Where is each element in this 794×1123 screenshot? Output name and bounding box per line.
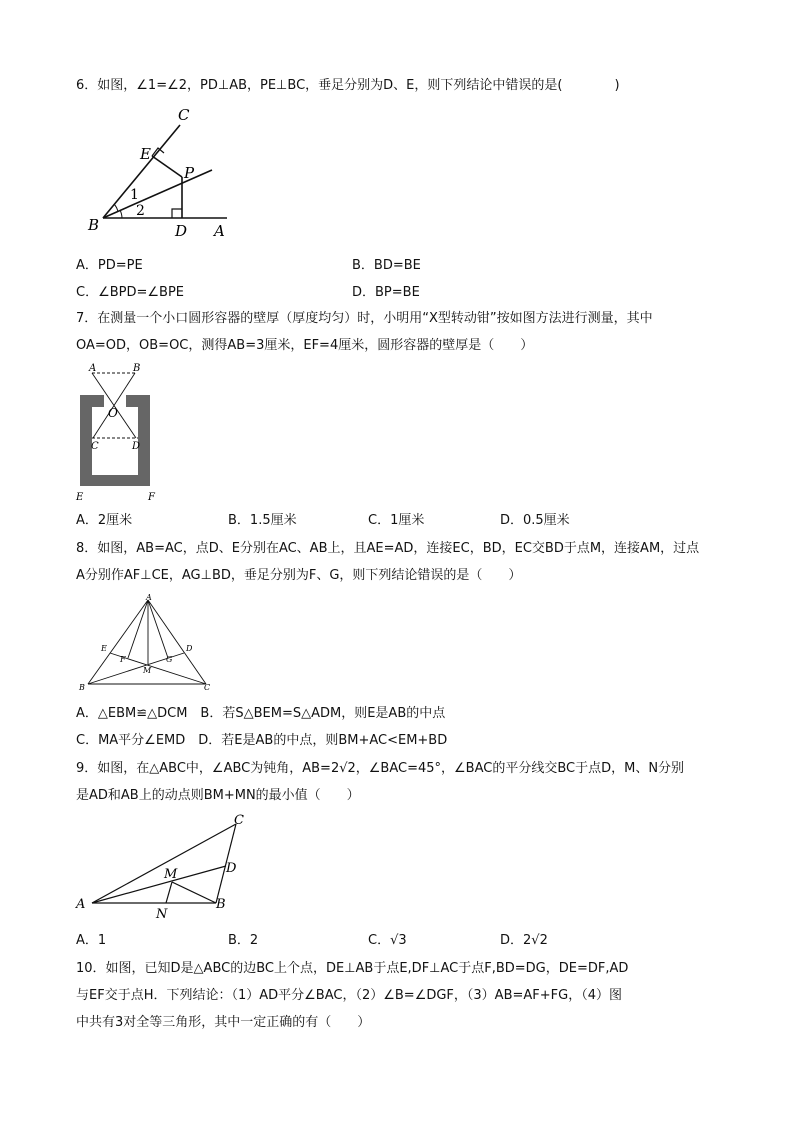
q6-option-d[interactable]: D．BP=BE xyxy=(352,285,420,300)
q10-text-line3: 中共有3对全等三角形，其中一定正确的有（ ） xyxy=(76,1015,371,1030)
q9-label-D: D xyxy=(226,861,237,876)
q9-label-N: N xyxy=(156,907,168,922)
q7-label-C: C xyxy=(91,441,99,452)
q7-option-d[interactable]: D．0.5厘米 xyxy=(500,513,570,528)
q8-text-line1: 8．如图，AB=AC，点D、E分别在AC、AB上，且AE=AD，连接EC，BD，EC交BD于点M，连接AM，过点 xyxy=(76,541,700,556)
q6-figure xyxy=(80,100,240,240)
q6-option-b[interactable]: B．BD=BE xyxy=(352,258,421,273)
q8-label-M: M xyxy=(143,666,152,675)
q9-figure xyxy=(76,812,256,924)
q7-option-b[interactable]: B．1.5厘米 xyxy=(228,513,297,528)
q7-label-D: D xyxy=(132,441,141,452)
q8-label-A: A xyxy=(146,593,152,602)
q9-text-line1: 9．如图，在△ABC中，∠ABC为钝角，AB=2√2，∠BAC=45°，∠BAC的平分线交BC于点D，M、N分别 xyxy=(76,761,685,776)
q9-label-A: A xyxy=(76,897,86,912)
q7-text-line2: OA=OD，OB=OC，测得AB=3厘米，EF=4厘米，圆形容器的壁厚是（ ） xyxy=(76,338,534,353)
q9-option-d[interactable]: D．2√2 xyxy=(500,933,548,948)
q7-label-F: F xyxy=(148,492,155,503)
q6-label-1: 1 xyxy=(130,187,139,203)
q8-label-E: E xyxy=(101,644,107,653)
q6-label-E: E xyxy=(140,145,151,163)
q7-option-c[interactable]: C．1厘米 xyxy=(368,513,425,528)
q6-option-c[interactable]: C．∠BPD=∠BPE xyxy=(76,285,185,300)
q6-option-a[interactable]: A．PD=PE xyxy=(76,258,143,273)
q8-option-cd[interactable]: C．MA平分∠EMD D．若E是AB的中点，则BM+AC<EM+BD xyxy=(76,733,448,748)
q6-text: 6．如图，∠1=∠2，PD⊥AB，PE⊥BC，垂足分别为D、E，则下列结论中错误的是( ) xyxy=(76,78,620,93)
q7-option-a[interactable]: A．2厘米 xyxy=(76,513,133,528)
q6-label-C: C xyxy=(178,106,190,124)
q9-option-c[interactable]: C．√3 xyxy=(368,933,407,948)
q8-text-line2: A分别作AF⊥CE，AG⊥BD，垂足分别为F、G，则下列结论错误的是（ ） xyxy=(76,568,522,583)
q6-label-2: 2 xyxy=(136,203,145,219)
q9-option-b[interactable]: B．2 xyxy=(228,933,259,948)
q7-label-O: O xyxy=(108,406,118,420)
q8-label-B: B xyxy=(79,683,85,692)
q7-label-E: E xyxy=(76,492,84,503)
q8-label-G: G xyxy=(166,655,173,664)
q9-option-a[interactable]: A．1 xyxy=(76,933,107,948)
q9-label-B: B xyxy=(216,897,226,912)
q7-figure xyxy=(76,362,166,504)
q7-label-A: A xyxy=(89,363,97,374)
q6-label-P: P xyxy=(184,164,195,182)
q6-label-D: D xyxy=(175,222,188,240)
q9-label-C: C xyxy=(234,813,244,828)
q8-option-ab[interactable]: A．△EBM≌△DCM B．若S△BEM=S△ADM，则E是AB的中点 xyxy=(76,706,446,721)
q10-text-line1: 10．如图，已知D是△ABC的边BC上个点，DE⊥AB于点E,DF⊥AC于点F,BD=DG，DE=DF,AD xyxy=(76,961,629,976)
q6-label-B: B xyxy=(88,216,100,234)
q8-label-C: C xyxy=(204,683,211,692)
q10-text-line2: 与EF交于点H．下列结论：（1）AD平分∠BAC，（2）∠B=∠DGF，（3）AB=AF+FG，（4）图 xyxy=(76,988,622,1003)
q7-text-line1: 7．在测量一个小口圆形容器的壁厚（厚度均匀）时，小明用“X型转动钳”按如图方法进行测量，其中 xyxy=(76,311,653,326)
q8-label-F: F xyxy=(120,655,126,664)
q9-label-M: M xyxy=(164,867,178,882)
q9-text-line2: 是AD和AB上的动点则BM+MN的最小值（ ） xyxy=(76,788,360,803)
q7-label-B: B xyxy=(133,363,141,374)
q8-figure xyxy=(76,592,216,698)
q8-label-D: D xyxy=(186,644,193,653)
q6-label-A: A xyxy=(214,222,225,240)
